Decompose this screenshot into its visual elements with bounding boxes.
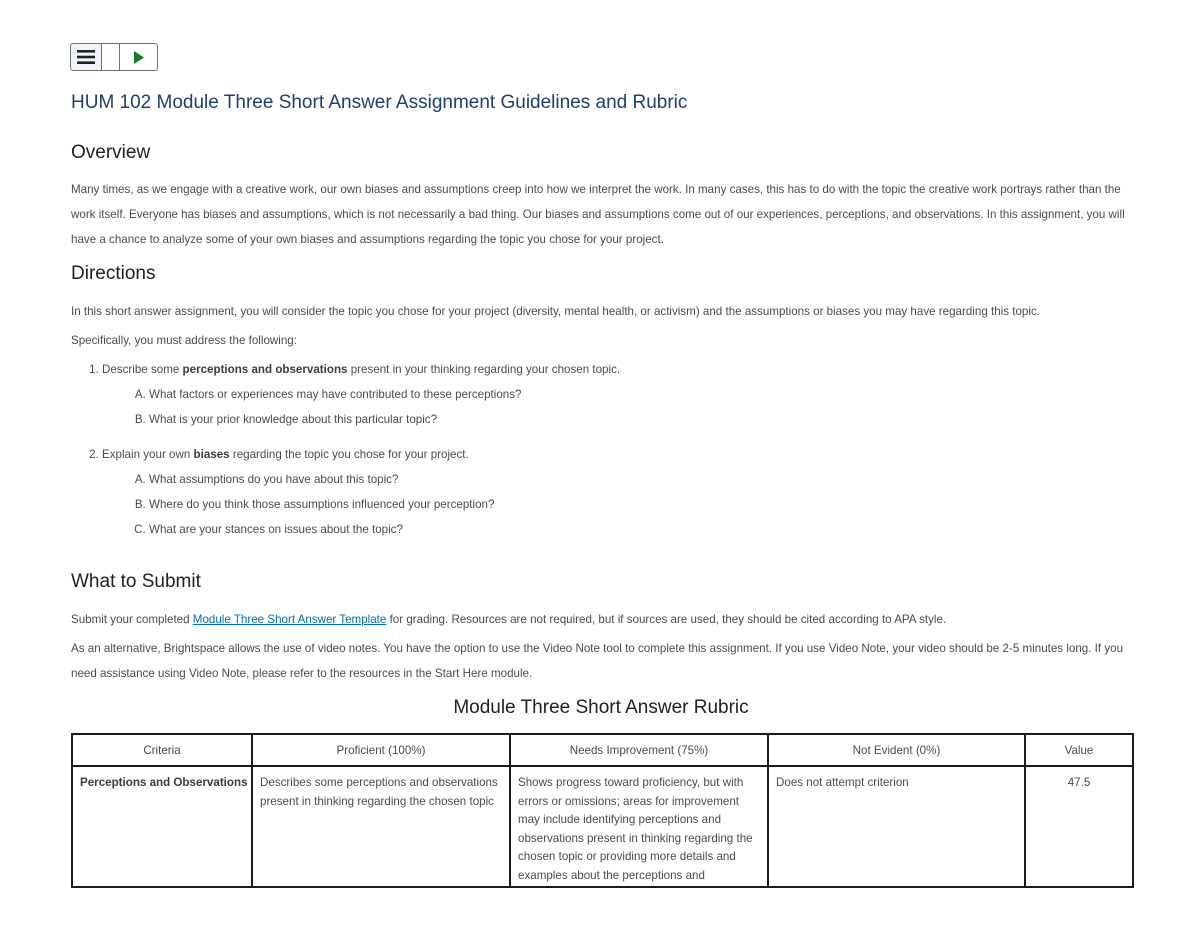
template-link[interactable]: Module Three Short Answer Template: [192, 613, 387, 626]
submit-paragraph-2: As an alternative, Brightspace allows the use of video notes. You have the option to use the Video Note tool to complete this assignment. If you use Video Note, your video should be 2-5 minutes long. If you need assistance using Video Note, please refer to the resources in the Start Here module.: [71, 642, 1124, 680]
page-title: HUM 102 Module Three Short Answer Assignment Guidelines and Rubric: [71, 92, 688, 113]
proficient-cell: Describes some perceptions and observations present in thinking regarding the chosen topic: [252, 766, 510, 887]
menu-button[interactable]: [70, 43, 102, 71]
sub-list: [102, 467, 1131, 542]
sub-list-item: A. What factors or experiences may have contributed to these perceptions?: [149, 382, 1131, 407]
overview-text: Many times, as we engage with a creative work, our own biases and assumptions creep into how we interpret the work. In many cases, this has to do with the topic the creative work portrays rather than the work itself. Everyone has biases and assumptions, which is not necessarily a bad thing. Our biases and assumptions come out of our experiences, perceptions, and observations. In this assignment, you will have a chance to analyze some of your own biases and assumptions regarding the topic you chose for your project.: [71, 183, 1125, 246]
column-header: Criteria: [72, 734, 252, 766]
sub-list-item: C. What are your stances on issues about the topic?: [149, 517, 1131, 542]
sub-list-item: B. Where do you think those assumptions influenced your perception?: [149, 492, 1131, 517]
play-button[interactable]: [120, 43, 158, 71]
list-item: [102, 357, 1131, 432]
item-bold: perceptions and observations: [182, 363, 348, 376]
play-icon: [133, 51, 145, 64]
item-bold: biases: [193, 448, 230, 461]
not-evident-cell: Does not attempt criterion: [768, 766, 1025, 887]
rubric-title: Module Three Short Answer Rubric: [453, 697, 749, 718]
hamburger-icon: [77, 50, 95, 64]
submit-paragraph-1: [71, 607, 1131, 632]
table-row: [72, 766, 1133, 887]
directions-specifically: Specifically, you must address the following:: [71, 334, 297, 347]
rubric-table: [71, 733, 1134, 888]
item-text: present in your thinking regarding your chosen topic.: [347, 363, 621, 376]
item-text: Describe some: [102, 363, 183, 376]
item-text: regarding the topic you chose for your project.: [229, 448, 469, 461]
value-cell: 47.5: [1025, 766, 1133, 887]
overview-heading: Overview: [71, 142, 151, 163]
submit-text: Submit your completed: [71, 613, 193, 626]
criteria-cell: Perceptions and Observations: [72, 766, 252, 887]
list-item: [102, 442, 1131, 542]
needs-improvement-cell: Shows progress toward proficiency, but with errors or omissions; areas for improvement may include identifying perceptions and observations present in thinking regarding the chosen topic or providing more details and examples about the perceptions and: [510, 766, 768, 887]
sub-list-item: B. What is your prior knowledge about this particular topic?: [149, 407, 1131, 432]
column-header: Proficient (100%): [252, 734, 510, 766]
table-header-row: [72, 734, 1133, 766]
column-header: Not Evident (0%): [768, 734, 1025, 766]
directions-list-wrapper: [71, 357, 1131, 552]
directions-list: [71, 357, 1131, 542]
directions-intro: In this short answer assignment, you will consider the topic you chose for your project (diversity, mental health, or activism) and the assumptions or biases you may have regarding this topic.: [71, 305, 1040, 318]
column-header: Value: [1025, 734, 1133, 766]
toolbar: [70, 43, 158, 71]
submit-heading: What to Submit: [71, 571, 201, 592]
toolbar-spacer-button[interactable]: [102, 43, 120, 71]
directions-heading: Directions: [71, 263, 156, 284]
column-header: Needs Improvement (75%): [510, 734, 768, 766]
submit-text: for grading. Resources are not required, but if sources are used, they should be cited according to APA style.: [386, 613, 947, 626]
sub-list: [102, 382, 1131, 432]
item-text: Explain your own: [102, 448, 194, 461]
sub-list-item: A. What assumptions do you have about this topic?: [149, 467, 1131, 492]
